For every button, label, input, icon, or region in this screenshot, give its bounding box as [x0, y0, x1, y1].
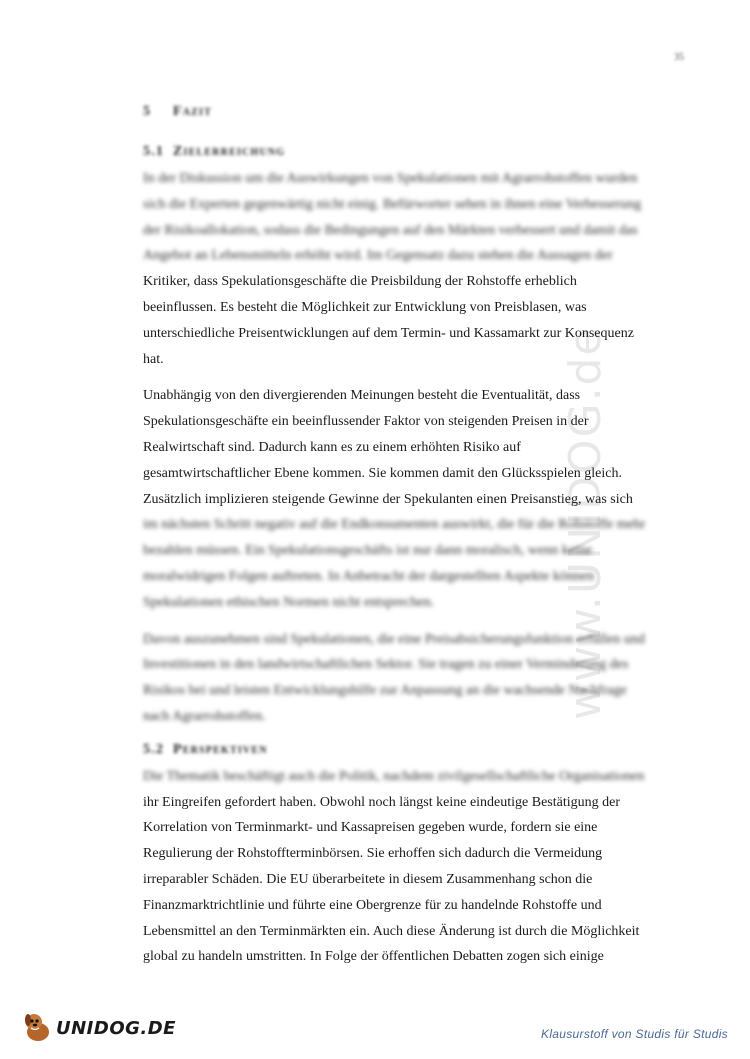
paragraph-spacer	[143, 616, 680, 627]
text-line: Davon auszunehmen sind Spekulationen, die eine Preisabsicherungsfunktion erfüllen und	[143, 631, 645, 647]
text-line: In der Diskussion um die Auswirkungen von Spekulationen mit Agrarrohstoffen wurden	[143, 171, 638, 186]
section-heading-5-2	[143, 742, 680, 758]
text-line: Lebensmittel an den Terminmärkten ein. Auch diese Änderung ist durch die Möglichkeit	[143, 923, 640, 939]
paragraph-spacer	[143, 372, 680, 383]
chapter-heading	[143, 104, 680, 120]
text-line: moralwidrigen Folgen auftreten. In Anbetracht der dargestellten Aspekte können	[143, 568, 595, 584]
text-line: irreparabler Schäden. Die EU überarbeitete in diesem Zusammenhang schon die	[143, 871, 593, 887]
text-line: im nächsten Schritt negativ auf die Endkonsumenten auswirkt, die für die Rohstoffe mehr	[143, 517, 646, 533]
text-line: Zusätzlich implizieren steigende Gewinne der Spekulanten einen Preisanstieg, was sich	[143, 491, 633, 507]
text-line: hat.	[143, 351, 164, 367]
watermark-text: www.UNIDOG.de	[560, 326, 611, 720]
text-line: der Risikoallokation, sodass die Bedingungen auf den Märkten verbessert und damit das	[143, 222, 638, 238]
section-title: Zielerreichung	[173, 144, 286, 159]
text-line: Die Thematik beschäftigt auch die Politik, nachdem zivilgesellschaftliche Organisationen	[143, 768, 645, 784]
section-heading-5-1	[143, 144, 680, 160]
text-line: Risikos bei und leisten Entwicklungshilfe zur Anpassung an die wachsende Nachfrage	[143, 683, 627, 699]
paragraph-4	[143, 764, 680, 970]
text-line: beeinflussen. Es besteht die Möglichkeit zur Entwicklung von Preisblasen, was	[143, 299, 587, 315]
chapter-title: Fazit	[173, 104, 213, 119]
text-line: unterschiedliche Preisentwicklungen auf dem Termin- und Kassamarkt zur Konsequenz	[143, 325, 634, 341]
chapter-number: 5	[143, 104, 152, 119]
text-line: Regulierung der Rohstoffterminbörsen. Sie erhoffen sich dadurch die Vermeidung	[143, 846, 603, 862]
section-spacer	[143, 730, 680, 742]
text-line: sich die Experten gegenwärtig nicht einig. Befürworter sehen in ihnen eine Verbesserung	[143, 196, 642, 212]
text-line: Korrelation von Terminmarkt- und Kassapreisen gegeben wurde, fordern sie eine	[143, 820, 598, 836]
text-line: Angebot an Lebensmitteln erhöht wird. Im Gegensatz dazu stehen die Aussagen der	[143, 248, 613, 264]
logo-text: UNIDOG.DE	[56, 1018, 176, 1039]
section-title: Perspektiven	[173, 741, 268, 757]
section-number: 5.1	[143, 144, 165, 159]
text-line: gesamtwirtschaftlicher Ebene kommen. Sie kommen damit den Glücksspielen gleich.	[143, 465, 622, 481]
text-line: Realwirtschaft sind. Dadurch kann es zu einem erhöhten Risiko auf	[143, 439, 521, 455]
footer-logo	[22, 1010, 176, 1044]
text-line: ihr Eingreifen gefordert haben. Obwohl noch längst keine eindeutige Bestätigung der	[143, 794, 621, 810]
text-line: Spekulationsgeschäfte ein beeinflussender Faktor von steigenden Preisen in der	[143, 414, 589, 430]
text-line: Kritiker, dass Spekulationsgeschäfte die Preisbildung der Rohstoffe erheblich	[143, 274, 577, 290]
text-line: Unabhängig von den divergierenden Meinungen besteht die Eventualität, dass	[143, 388, 581, 404]
paragraph-1	[143, 166, 680, 372]
paragraph-2	[143, 383, 680, 615]
footer-tagline: Klausurstoff von Studis für Studis	[541, 1027, 728, 1041]
section-number: 5.2	[143, 741, 165, 757]
paragraph-3	[143, 627, 680, 730]
page-number: 35	[674, 52, 684, 63]
text-line: Investitionen in den landwirtschaftlichen Sektor. Sie tragen zu einer Verminderung des	[143, 657, 629, 673]
text-line: bezahlen müssen. Ein Spekulationsgeschäfts ist nur dann moralisch, wenn keine	[143, 543, 593, 559]
text-line: Finanzmarktrichtlinie und führte eine Obergrenze für zu handelnde Rohstoffe und	[143, 897, 602, 913]
page-content	[143, 104, 680, 970]
text-line: global zu handeln umstritten. In Folge der öffentlichen Debatten zogen sich einige	[143, 949, 604, 965]
text-line: nach Agrarrohstoffen.	[143, 708, 266, 724]
text-line: Spekulationen ethischen Normen nicht entsprechen.	[143, 594, 435, 610]
dog-mascot-icon	[22, 1031, 56, 1048]
